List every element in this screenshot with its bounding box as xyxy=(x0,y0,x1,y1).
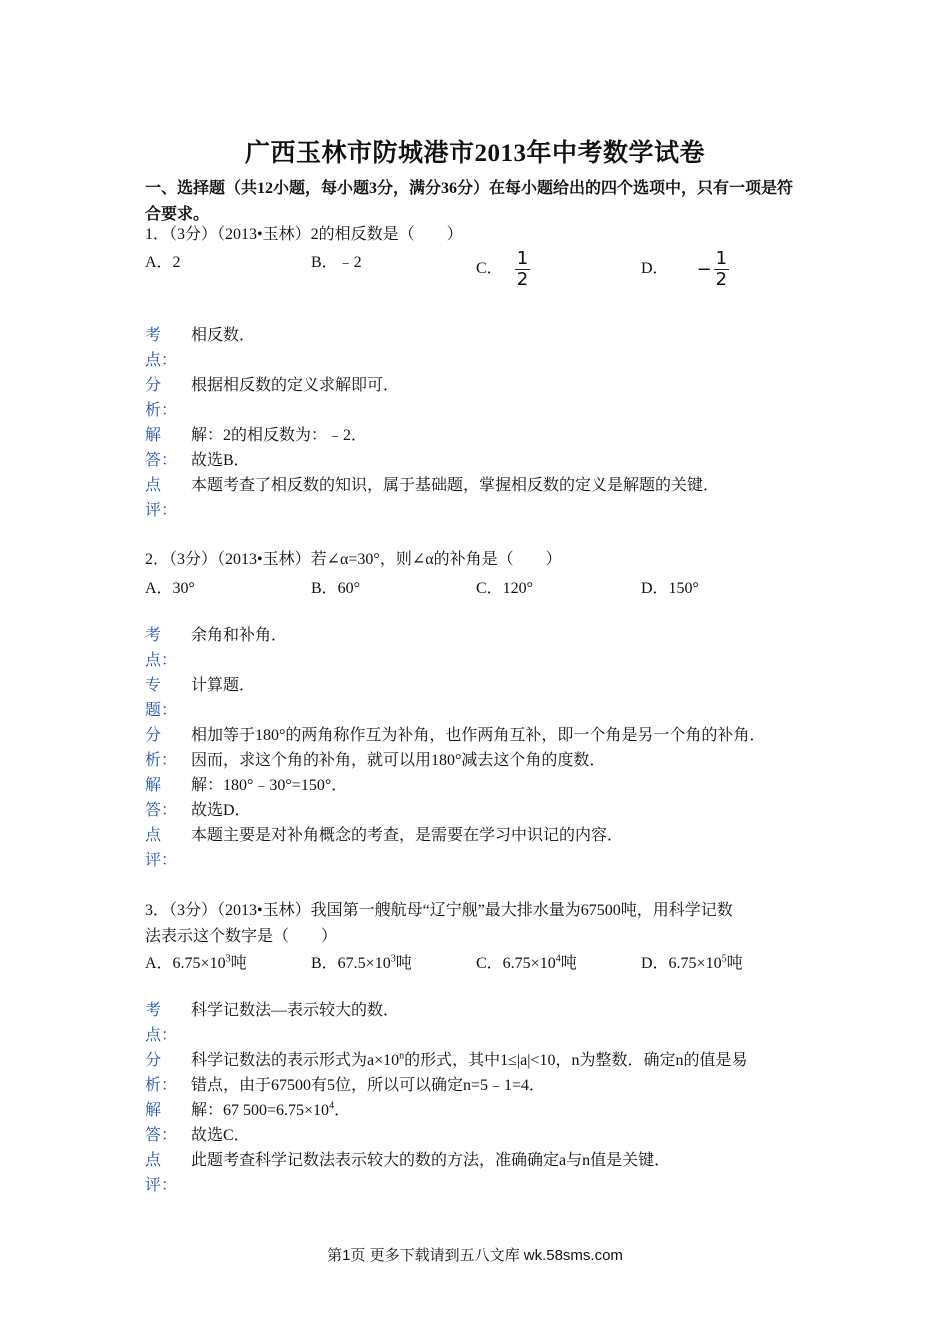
question-3-analysis xyxy=(145,998,825,1198)
analysis-row-dianping xyxy=(145,823,825,873)
analysis-jieda: 解：2的相反数为：﹣2． 故选B． xyxy=(191,427,368,469)
option-b: B．﹣2 xyxy=(311,254,362,271)
analysis-kaodian: 科学记数法—表示较大的数． xyxy=(191,1002,400,1019)
section-heading: 一、选择题（共12小题，每小题3分，满分36分）在每小题给出的四个选项中，只有一项是符合要求。 xyxy=(145,180,794,223)
analysis-row-fenxi xyxy=(145,723,825,773)
option-d: D．$6.75\times 10^5$吨 xyxy=(641,953,743,972)
label-dianping: 点 评： xyxy=(145,827,178,869)
label-kaodian: 考 点： xyxy=(145,1002,178,1044)
option-c-label: C． xyxy=(476,260,503,278)
option-b: B．$67.5\times 10^3$吨 xyxy=(311,953,412,972)
analysis-kaodian: 余角和补角． xyxy=(191,627,288,644)
analysis-jieda: 解：67 $500=6.75\times 10^4$． 故选C． xyxy=(191,1100,351,1144)
question-2-options xyxy=(145,575,815,615)
question-1-options xyxy=(145,249,815,289)
label-kaodian: 考 点： xyxy=(145,327,178,369)
analysis-row-kaodian xyxy=(145,623,825,673)
analysis-row-zhuanti xyxy=(145,673,825,723)
analysis-row-fenxi xyxy=(145,1048,825,1098)
option-a: A．$6.75\times 10^3$吨 xyxy=(145,953,247,972)
analysis-dianping: 此题考查科学记数法表示较大的数的方法，准确确定a与n值是关键． xyxy=(191,1152,671,1169)
question-3-options xyxy=(145,950,815,990)
fraction-negative-half xyxy=(714,249,729,290)
analysis-row-dianping xyxy=(145,1148,825,1198)
option-a: A．2 xyxy=(145,254,181,271)
analysis-dianping: 本题考查了相反数的知识，属于基础题，掌握相反数的定义是解题的关键． xyxy=(191,477,720,494)
label-dianping: 点 评： xyxy=(145,1152,178,1194)
analysis-fenxi: 根据相反数的定义求解即可． xyxy=(191,377,400,394)
analysis-zhuanti: 计算题． xyxy=(191,677,256,694)
question-2-stem: 2．（3分）（2013•玉林）若∠α=30°，则∠α的补角是（ ） xyxy=(145,551,562,568)
label-jieda: 解 答： xyxy=(145,427,178,469)
question-1-stem: 1．（3分）（2013•玉林）2的相反数是（ ） xyxy=(145,226,463,243)
analysis-fenxi: 科学记数法的表示形式为$a\times 10^n$的形式，其中1≤|a|<10，n为整数．确定n的值是易 错点，由于67500有5位，所以可以确定n=5﹣1=4． xyxy=(191,1050,748,1094)
label-fenxi: 分 析： xyxy=(145,727,178,769)
option-c: C．120° xyxy=(476,580,534,597)
analysis-row-dianping xyxy=(145,473,825,523)
label-jieda: 解 答： xyxy=(145,777,178,819)
label-kaodian: 考 点： xyxy=(145,627,178,669)
option-c xyxy=(476,249,530,290)
page-footer: 第1页 更多下载请到五八文库 wk.58sms.com xyxy=(327,1247,623,1264)
fraction-numerator: 1 xyxy=(715,248,728,269)
fraction-denominator: 2 xyxy=(715,269,728,290)
option-d-label: D． xyxy=(641,260,669,278)
option-c: C．$6.75\times 10^4$吨 xyxy=(476,953,577,972)
analysis-dianping: 本题主要是对补角概念的考查，是需要在学习中识记的内容． xyxy=(191,827,624,844)
analysis-row-kaodian xyxy=(145,998,825,1048)
analysis-row-jieda xyxy=(145,773,825,823)
analysis-row-fenxi xyxy=(145,373,825,423)
analysis-row-jieda xyxy=(145,1098,825,1148)
label-fenxi: 分 析： xyxy=(145,1052,178,1094)
option-a: A．30° xyxy=(145,580,195,597)
minus-sign: − xyxy=(696,259,712,280)
question-2-analysis xyxy=(145,623,825,873)
fraction-one-half xyxy=(515,249,530,290)
label-fenxi: 分 析： xyxy=(145,377,178,419)
analysis-fenxi: 相加等于180°的两角称作互为补角，也作两角互补，即一个角是另一个角的补角． 因而，求这个角的补角，就可以用180°减去这个角的度数． xyxy=(191,727,766,769)
question-3-stem: 3．（3分）（2013•玉林）我国第一艘航母“辽宁舰”最大排水量为67500吨，用科学记数 法表示这个数字是（ ） xyxy=(145,902,733,945)
fraction-denominator: 2 xyxy=(516,269,529,290)
option-d: D．150° xyxy=(641,580,699,597)
question-1-analysis xyxy=(145,323,825,523)
label-zhuanti: 专 题： xyxy=(145,677,178,719)
analysis-kaodian: 相反数． xyxy=(191,327,256,344)
analysis-row-jieda xyxy=(145,423,825,473)
fraction-numerator: 1 xyxy=(516,248,529,269)
label-jieda: 解 答： xyxy=(145,1102,178,1144)
analysis-jieda: 解：180°﹣30°=150°． 故选D． xyxy=(191,777,348,819)
label-dianping: 点 评： xyxy=(145,477,178,519)
option-b: B．60° xyxy=(311,580,361,597)
analysis-row-kaodian xyxy=(145,323,825,373)
page-title: 广西玉林市防城港市2013年中考数学试卷 xyxy=(244,140,705,167)
option-d xyxy=(641,249,729,290)
